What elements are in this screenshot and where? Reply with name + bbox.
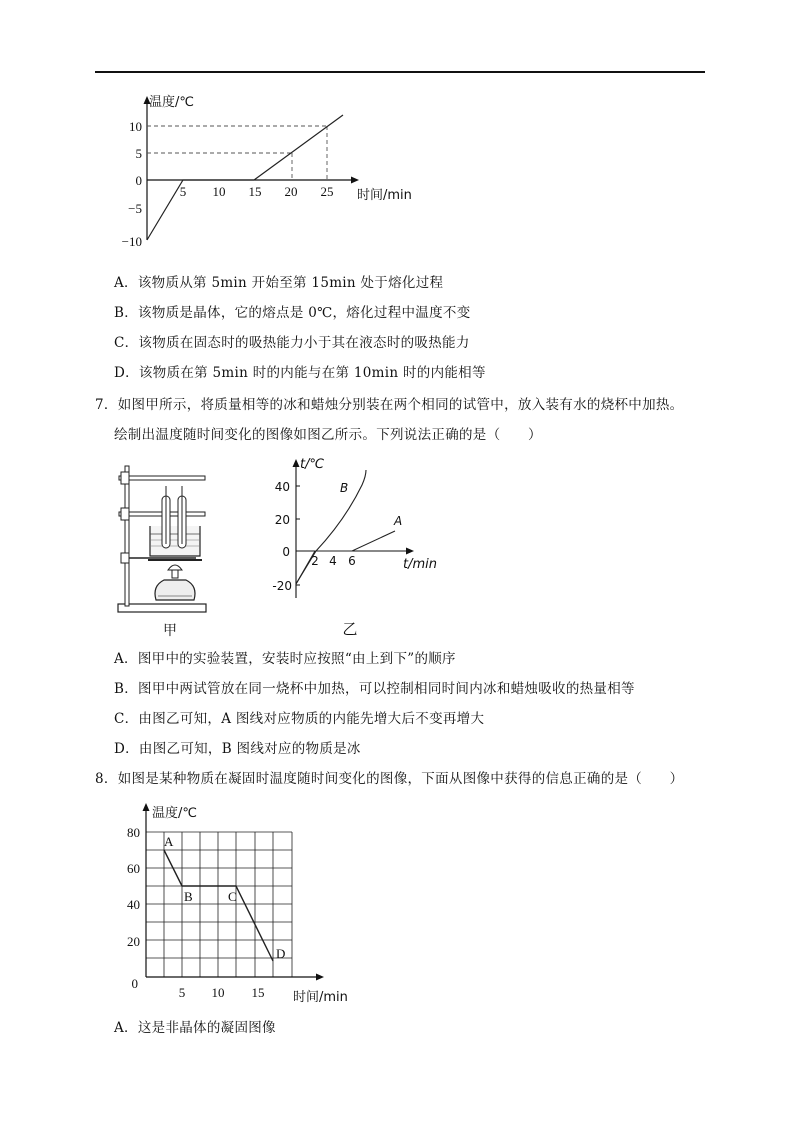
q6-ytick: 10 [129, 119, 142, 134]
q7-curve-a-label: A [394, 514, 403, 528]
q7-y-arrow [293, 459, 300, 467]
clamp-knob [121, 472, 129, 484]
q7-stem-line2: 绘制出温度随时间变化的图像如图乙所示。下列说法正确的是（ ） [114, 427, 542, 443]
q6-xtick: 15 [248, 184, 262, 199]
q6-xtick: 25 [320, 184, 334, 199]
q7-ytick: 0 [282, 545, 290, 559]
q6-option-b: B．该物质是晶体，它的熔点是 0℃，熔化过程中温度不变 [114, 305, 471, 321]
q7-option-d: D．由图乙可知，B 图线对应的物质是冰 [114, 741, 361, 757]
q6-option-c: C．该物质在固态时的吸热能力小于其在液态时的吸热能力 [114, 335, 470, 351]
q8-ytick: 40 [127, 897, 140, 912]
q8-xlabel: 时间/min [293, 990, 348, 1005]
q8-stem: 8．如图是某种物质在凝固时温度随时间变化的图像，下面从图像中获得的信息正确的是（ ） [95, 771, 684, 787]
q8-ylabel: 温度/℃ [152, 806, 197, 821]
clamp-knob [121, 508, 129, 520]
q8-x-arrow [316, 974, 324, 981]
q7-apparatus-figure [110, 460, 215, 640]
stand-base [118, 604, 206, 612]
q7-x-arrow [406, 548, 414, 555]
q6-option-d: D．该物质在第 5min 时的内能与在第 10min 时的内能相等 [114, 365, 486, 381]
q8-grid-graph [110, 795, 360, 1010]
q8-point-d: D [276, 946, 286, 961]
q7-option-a: A．图甲中的实验装置，安装时应按照“由上到下”的顺序 [114, 651, 456, 667]
flame [168, 565, 182, 570]
q8-xtick: 15 [251, 985, 265, 1000]
q7-ytick: 20 [274, 513, 290, 527]
q8-ytick: 20 [127, 934, 140, 949]
q8-xtick: 10 [211, 985, 225, 1000]
q7-ytick: -20 [272, 579, 292, 593]
q6-temperature-graph [100, 88, 430, 253]
q6-ytick: 5 [135, 146, 142, 161]
header-rule [95, 71, 705, 73]
q7-ylabel: t/℃ [300, 457, 325, 472]
q8-option-a: A．这是非晶体的凝固图像 [114, 1020, 276, 1036]
q8-xtick: 5 [178, 985, 186, 1000]
stand-rod [125, 466, 129, 606]
q8-point-b: B [184, 889, 193, 904]
upper-clamp-bar [119, 476, 205, 480]
q6-curve [147, 115, 343, 240]
q6-ytick: −10 [121, 234, 142, 249]
q6-x-arrow [351, 177, 359, 184]
q7-stem-line1: 7．如图甲所示，将质量相等的冰和蜡烛分别装在两个相同的试管中，放入装有水的烧杯中加热。 [95, 397, 684, 413]
q6-ylabel: 温度/℃ [149, 95, 194, 110]
q7-ytick: 40 [274, 480, 290, 494]
q6-xtick: 5 [179, 184, 187, 199]
q8-point-c: C [228, 889, 237, 904]
q7-option-c: C．由图乙可知，A 图线对应物质的内能先增大后不变再增大 [114, 711, 485, 727]
q7-xtick: 4 [329, 554, 337, 568]
lamp-wick-holder [172, 570, 178, 578]
figure-jia-caption: 甲 [163, 623, 177, 639]
q7-temperature-graph [265, 450, 450, 640]
q7-xtick: 2 [311, 554, 319, 568]
clamp-knob [121, 553, 129, 563]
q6-xtick: 10 [212, 184, 226, 199]
q7-option-b: B．图甲中两试管放在同一烧杯中加热，可以控制相同时间内冰和蜡烛吸收的热量相等 [114, 681, 635, 697]
q6-option-a: A．该物质从第 5min 开始至第 15min 处于熔化过程 [114, 275, 444, 291]
q7-xtick: 6 [348, 554, 356, 568]
q6-xtick: 20 [284, 184, 298, 199]
q8-ytick: 0 [131, 976, 138, 991]
figure-yi-caption: 乙 [342, 620, 358, 638]
beaker [150, 526, 200, 556]
q8-curve [164, 850, 273, 961]
q6-ytick: 0 [135, 173, 142, 188]
q6-ytick: −5 [128, 201, 142, 216]
q7-xlabel: t/min [403, 557, 437, 572]
q8-point-a: A [164, 834, 174, 849]
q6-xlabel: 时间/min [357, 188, 412, 203]
q8-ytick: 80 [127, 825, 140, 840]
alcohol-lamp [155, 580, 195, 600]
q8-y-arrow [143, 803, 150, 811]
q8-ytick: 60 [127, 861, 140, 876]
q7-curve-b-label: B [340, 481, 349, 495]
